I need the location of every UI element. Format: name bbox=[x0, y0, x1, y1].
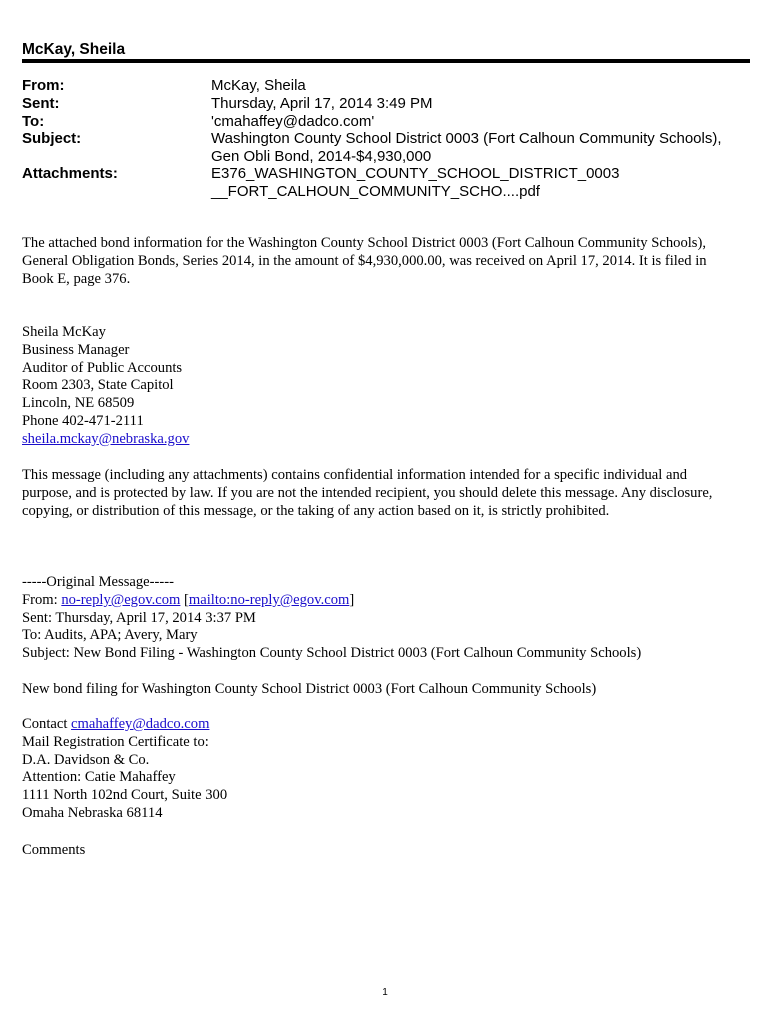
contact-prefix: Contact bbox=[22, 716, 72, 732]
signature-block bbox=[22, 324, 750, 449]
company-line: D.A. Davidson & Co. bbox=[22, 751, 150, 768]
mailto-open: [ bbox=[180, 591, 189, 608]
attachment-filename-line: __FORT_CALHOUN_COMMUNITY_SCHO....pdf bbox=[211, 182, 540, 200]
signature-phone: Phone 402-471-2111 bbox=[22, 412, 144, 429]
confidentiality-disclaimer bbox=[22, 467, 750, 520]
address-line-2: Omaha Nebraska 68114 bbox=[22, 804, 163, 821]
subject-line: Washington County School District 0003 (Fort Calhoun Community Schools), bbox=[211, 130, 722, 147]
sent-label: Sent: bbox=[22, 95, 60, 112]
contact-line bbox=[22, 716, 750, 734]
attachments-label: Attachments: bbox=[22, 165, 118, 182]
signature-title: Business Manager bbox=[22, 341, 130, 358]
from-value: McKay, Sheila bbox=[211, 77, 306, 94]
address-line-1: 1111 North 102nd Court, Suite 300 bbox=[22, 787, 228, 804]
subject-label: Subject: bbox=[22, 130, 82, 147]
to-label: To: bbox=[22, 113, 45, 130]
mail-registration-line: Mail Registration Certificate to: bbox=[22, 733, 209, 750]
sent-value: Thursday, April 17, 2014 3:49 PM bbox=[211, 95, 433, 112]
attention-line: Attention: Catie Mahaffey bbox=[22, 769, 176, 786]
from-label: From: bbox=[22, 77, 65, 94]
body-line: General Obligation Bonds, Series 2014, in the amount of $4,930,000.00, was received on April 17, 2014. It is filed in bbox=[22, 252, 707, 269]
signature-room: Room 2303, State Capitol bbox=[22, 377, 174, 394]
contact-email-link[interactable]: cmahaffey@dadco.com bbox=[71, 716, 210, 732]
subject-value bbox=[211, 130, 722, 165]
body-line: The attached bond information for the Washington County School District 0003 (Fort Calhoun Community Schools), bbox=[22, 235, 706, 251]
signature-email-link[interactable]: sheila.mckay@nebraska.gov bbox=[22, 430, 190, 447]
signature-city: Lincoln, NE 68509 bbox=[22, 395, 135, 412]
page-number: 1 bbox=[382, 987, 388, 998]
to-value: 'cmahaffey@dadco.com' bbox=[211, 113, 375, 130]
comments-label: Comments bbox=[22, 842, 86, 858]
message-body bbox=[22, 235, 750, 288]
attachment-file[interactable] bbox=[211, 165, 619, 200]
original-from-line bbox=[22, 592, 750, 610]
contact-block bbox=[22, 716, 750, 823]
mailbox-owner-heading: McKay, Sheila bbox=[22, 41, 126, 58]
original-to-line: To: Audits, APA; Avery, Mary bbox=[22, 627, 198, 644]
original-from-prefix: From: bbox=[22, 591, 62, 608]
disclaimer-line: This message (including any attachments) contains confidential information intended for a specific individual and bbox=[22, 467, 688, 483]
disclaimer-line: purpose, and is protected by law. If you are not the intended recipient, you should delete this message. Any disclosure, bbox=[22, 484, 713, 501]
original-sent-line: Sent: Thursday, April 17, 2014 3:37 PM bbox=[22, 609, 256, 626]
comments-block bbox=[22, 842, 750, 860]
signature-name: Sheila McKay bbox=[22, 324, 106, 340]
original-intro-line: New bond filing for Washington County School District 0003 (Fort Calhoun Community Schools) bbox=[22, 681, 597, 697]
signature-office: Auditor of Public Accounts bbox=[22, 359, 183, 376]
body-line: Book E, page 376. bbox=[22, 270, 131, 287]
original-from-mailto-link[interactable]: mailto:no-reply@egov.com bbox=[188, 591, 350, 608]
header-divider bbox=[22, 59, 750, 63]
disclaimer-line: copying, or distribution of this message, or the taking of any action based on it, is strictly prohibited. bbox=[22, 502, 610, 519]
subject-line: Gen Obli Bond, 2014-$4,930,000 bbox=[211, 147, 432, 165]
mailto-close: ] bbox=[349, 591, 355, 608]
original-from-email-link[interactable]: no-reply@egov.com bbox=[61, 591, 181, 608]
original-message-header bbox=[22, 574, 750, 663]
original-subject-line: Subject: New Bond Filing - Washington County School District 0003 (Fort Calhoun Community Schools) bbox=[22, 645, 642, 662]
attachment-filename-line: E376_WASHINGTON_COUNTY_SCHOOL_DISTRICT_0003 bbox=[211, 165, 620, 182]
original-body-intro bbox=[22, 681, 750, 699]
original-message-separator: -----Original Message----- bbox=[22, 574, 174, 590]
